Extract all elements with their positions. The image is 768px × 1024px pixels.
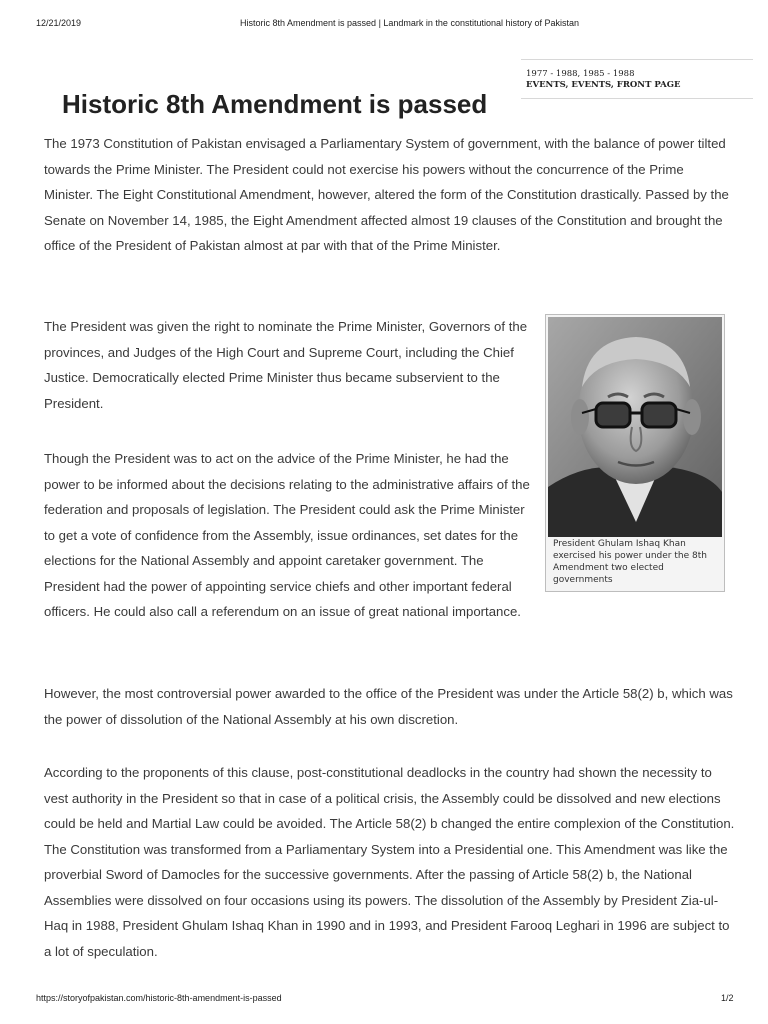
paragraph-proponents: According to the proponents of this clause, post-constitutional deadlocks in the country had shown the necessity to vest authority in the President so that in case of a political crisis, the Assembly could be dissolved and new elections could be held and Martial Law could be avoided. The Article 58(2) b changed the entire complexion of the Constitution. The Constitution was transformed from a Parliamentary System into a Presidential one. This Amendment was like the proverbial Sword of Damocles for the successive governments. After the passing of Article 58(2) b, the National Assemblies were dissolved on four occasions using its powers. The dissolution of the Assembly by President Zia-ul-Haq in 1988, President Ghulam Ishaq Khan in 1990 and in 1993, and President Farooq Leghari in 1996 are subject to a lot of speculation. <box>44 765 735 959</box>
paragraph-article-58: However, the most controversial power awarded to the office of the President was under the Article 58(2) b, which was the power of dissolution of the National Assembly at his own discretion. <box>44 686 733 727</box>
paragraph-advisory-powers: Though the President was to act on the advice of the Prime Minister, he had the power to be informed about the decisions relating to the administrative affairs of the federation and proposals of legislation. The President could ask the Prime Minister to get a vote of confidence from the Assembly, issue ordinances, set dates for the elections for the National Assembly and appoint caretaker government. The President had the power of appointing service chiefs and other important federal officers. He could also call a referendum on an issue of great national importance. <box>44 451 530 619</box>
post-categories[interactable]: EVENTS, EVENTS, FRONT PAGE <box>526 80 681 90</box>
print-page-number: 1/2 <box>721 993 734 1003</box>
article-figure <box>545 314 725 592</box>
article-title: Historic 8th Amendment is passed <box>62 89 488 119</box>
portrait-photo <box>548 317 722 537</box>
paragraph-nomination-powers: The President was given the right to nominate the Prime Minister, Governors of the provinces, and Judges of the High Court and Supreme Court, including the Chief Justice. Democratically elected Prime Minister thus became subservient to the President. <box>44 319 528 411</box>
post-meta <box>521 59 753 99</box>
paragraph-intro: The 1973 Constitution of Pakistan envisaged a Parliamentary System of government, with the balance of power tilted towards the Prime Minister. The President could not exercise his powers without the concurrence of the Prime Minister. The Eight Constitutional Amendment, however, altered the form of the Constitution drastically. Passed by the Senate on November 14, 1985, the Eight Amendment affected almost 19 clauses of the Constitution and brought the office of the President of Pakistan almost at par with that of the Prime Minister. <box>44 136 729 253</box>
post-years[interactable]: 1977 - 1988, 1985 - 1988 <box>526 69 635 79</box>
print-page-title: Historic 8th Amendment is passed | Landmark in the constitutional history of Pakistan <box>240 18 580 28</box>
print-date: 12/21/2019 <box>36 18 82 28</box>
print-url: https://storyofpakistan.com/historic-8th-amendment-is-passed <box>36 993 282 1003</box>
figure-caption: President Ghulam Ishaq Khan exercised his power under the 8th Amendment two elected governments <box>553 539 707 585</box>
